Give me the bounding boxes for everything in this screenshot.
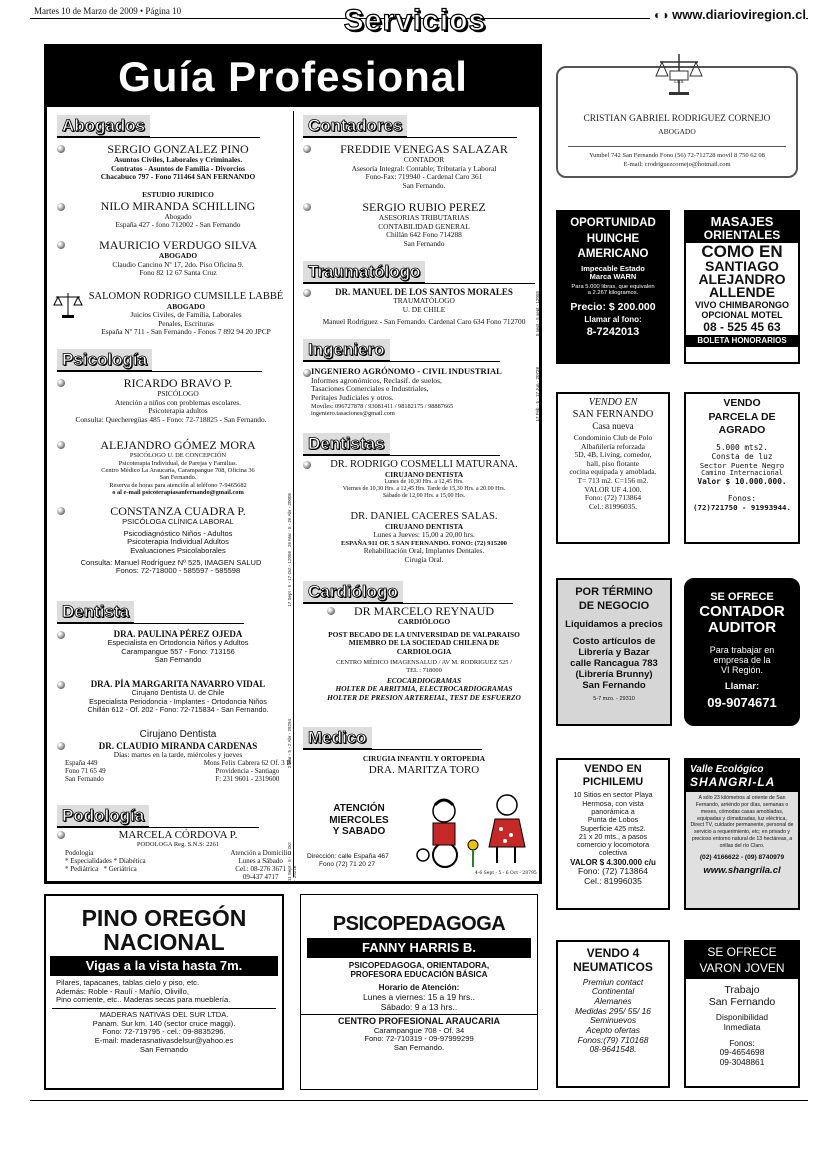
ad-code: 17 Sept - 5 - 17 Oct - 12056: [287, 551, 292, 607]
listing-ingeniero-agronomo: INGENIERO AGRÓNOMO - CIVIL INDUSTRIAL Informes agronómicos, Reclasif. de suelos, Tasaciones Comerciales e Industriales, Peritajes Judiciales y otros. Movíles: 096727878 / 93081411 / 98182175 / 98887665 ingeniero.tasaciones@gmail.com: [311, 367, 537, 417]
category-contadores: Contadores: [303, 115, 407, 138]
listing-mauricio-verdugo: MAURICIO VERDUGO SILVA ABOGADO Claudio Cancino Nº 17, 2do. Piso Oficina 9. Fono 82 12 67 Santa Cruz: [65, 239, 291, 278]
ad-parcela: VENDO PARCELA DE AGRADO 5.000 mts2. Consta de luz Sector Puente Negro Camino Internacional Valor $ 10.000.000. Fonos: (72)721750 - 91993944.: [684, 392, 800, 544]
listing-alejandro-gomez: ALEJANDRO GÓMEZ MORA PSICÓLOGO U. DE CONCEPCIÓN Psicoterapia Individual, de Parejas y Familias. Centro Médico La Araucaria, Carampangue 708, Oficina 36 San Fernando. Reserva de horas para atención al teléfono 7-9465682 o al e-mail psicoterapiasanfernando@gmail.com: [65, 439, 291, 496]
bullet-icon: [57, 631, 65, 639]
logo-icon: ◐◑: [653, 8, 669, 22]
bullet-icon: [57, 681, 65, 689]
website-link[interactable]: [650, 8, 806, 23]
listing-marcelo-reynaud: DR MARCELO REYNAUD CARDIÓLOGO POST BECADO DE LA UNIVERSIDAD DE VALPARAISO MIEMBRO DE LA SOCIEDAD CHILENA DE CARDIOLOGIA CENTRO MÉDICO IMAGENSALUD / AV M. RODRIGUEZ 525 / TEL : 718000 ECOCARDIOGRAMAS HOLTER DE ARRITMIA, ELECTROCARDIOGRAMAS HOLTER DE PRESION ARTEREIAL, TEST DE ESFUERZO: [327, 604, 521, 702]
bullet-icon: [303, 203, 311, 211]
lawyer-address: Yumbel 742 San Fernando Fono (56) 72-712728 movil 8 750 62 08: [589, 152, 765, 159]
ad-varon-joven: SE OFRECE VARON JOVEN Trabajo San Fernando Disponibilidad Inmediata Fonos: 09-4654698 09-3048861: [684, 940, 800, 1088]
maritza-address: Dirección: calle España 467 Fono (72) 71 20 27: [307, 853, 389, 868]
listing-ricardo-bravo: RICARDO BRAVO P. PSICÓLOGO Atención a niños con problemas escolares. Psicoterapia adultos Consulta: Quecheregüas 485 - Fono: 72-718825 - San Fernando.: [65, 377, 291, 424]
ad-vendo-san-fernando: VENDO EN SAN FERNANDO Casa nueva Condominio Club de Polo Albañilería reforzada 5D, 4B, Living, comedor, hall, piso flotante cocina equipada y amoblada. T= 713 m2. C=156 m2. VALOR UF 4.100. Fono: (72) 713864 Cel.: 81996035.: [556, 392, 670, 544]
ad-contador: SE OFRECE CONTADOR AUDITOR Para trabajar en empresa de la VI Región. Llamar: 09-9074671: [684, 578, 800, 726]
listing-daniel-caceres: DR. DANIEL CACERES SALAS. CIRUJANO DENTISTA Lunes a Jueves: 15,00 a 20,00 hrs. ESPAÑA 911 OF. 5 SAN FERNANDO. FONO: (72) 915200 Rehabilitación Oral, Implantes Dentales. Cirugía Oral.: [341, 511, 507, 564]
bullet-icon: [57, 742, 65, 750]
listing-pia-navarro: DRA. PÍA MARGARITA NAVARRO VIDAL Cirujano Dentista U. de Chile Especialista Periodoncia - Implantes - Ortodoncia Niños Chillán 612 - Of. 202 - Fono: 72-715834 - San Fernando.: [65, 679, 291, 714]
listing-sergio-rubio: SERGIO RUBIO PEREZ ASESORIAS TRIBUTARIAS CONTABILIDAD GENERAL Chillán 642 Fono 714288 San Fernando: [311, 201, 537, 248]
listing-freddie-venegas: FREDDIE VENEGAS SALAZAR CONTADOR Asesoría Integral: Contable; Tributaria y Laboral Fono-Fax: 719940 - Cardenal Caro 361 San Fernando.: [311, 143, 537, 190]
ad-huinche: OPORTUNIDAD HUINCHE AMERICANO Impecable Estado Marca WARN Para 5.000 libras, que equivalen a 2.267 kilogramos. Precio: $ 200.000 Llamar al fono: 8-7242013: [556, 210, 670, 364]
justice-scales-icon: [53, 291, 83, 319]
category-dentista: Dentista: [57, 601, 134, 624]
bullet-icon: [57, 507, 65, 515]
ad-psicopedagoga: PSICOPEDAGOGA FANNY HARRIS B. PSICOPEDAGOGA, ORIENTADORA, PROFESORA EDUCACIÓN BÁSICA Horario de Atención: Lunes a viernes: 15 a 19 hrs.. Sábado: 9 a 13 hrs.. CENTRO PROFESIONAL ARAUCARIA Carampangue 708 - Of. 34 Fono: 72-710319 - 09-97999299 San Fernando.: [300, 894, 538, 1090]
lawyer-title: ABOGADO: [658, 127, 696, 136]
bullet-icon: [303, 289, 311, 297]
lex-seal: LEX: [674, 80, 684, 85]
bullet-icon: [57, 203, 65, 211]
ad-code: 17 Feb - 5 - 17 Jun - 20728: [535, 367, 540, 422]
category-traumatologo: Traumatólogo: [303, 261, 425, 284]
listing-salomon-cumsille: SALOMON RODRIGO CUMSILLE LABBÉ ABOGADO Juicios Civiles, de Familia, Laborales Penales, Escrituras España Nº 711 - San Fernando - Fonos 7 892 94 20 JPCP: [81, 291, 291, 337]
bullet-icon: [57, 145, 65, 153]
lawyer-ad: [556, 66, 798, 178]
listing-maritza-toro: CIRUGIA INFANTIL Y ORTOPEDIA DRA. MARITZA TORO: [362, 754, 486, 776]
bullet-icon: [303, 369, 311, 377]
category-podologia: Podología: [57, 805, 149, 828]
bullet-icon: [303, 461, 311, 469]
ad-pichilemu: VENDO EN PICHILEMU 10 Sitios en sector Playa Hermosa, con vista panorámica a Punta de Lobos Superficie 425 mts2. 21 x 20 mts., a pasos comercio y locomotora colectiva VALOR $ 4.300.000 c/u Fono: (72) 713864 Cel.: 81996035: [556, 758, 670, 910]
ad-code: 26 Mar - 5 - 26 Abr - 20005: [287, 493, 292, 548]
ad-negocio: POR TÉRMINO DE NEGOCIO Liquidamos a precios Costo artículos de Librería y Bazar calle Rancagua 783 (Librería Brunny) San Fernando 5-7 mzo. - 29310: [556, 578, 672, 726]
ad-pino-oregon: PINO OREGÓN NACIONAL Vigas a la vista hasta 7m. Pilares, tapacanes, tablas cielo y piso, etc. Además: Roble - Raulí - Mañío, Olivillo, Pino corriente, etc.. Maderas secas para mueblería. MADERAS NATIVAS DEL SUR LTDA. Panam. Sur km. 140 (sector cruce maggi). Fono: 72-719795 - cel.: 09-8835296. E-mail: maderasnativasdelsur@yahoo.es San Fernando: [44, 894, 284, 1090]
header-date: Martes 10 de Marzo de 2009 • Página 10: [34, 6, 185, 16]
ad-code: 4-6 Sept - 5 - 6 Oct - 28795: [475, 871, 537, 876]
guide-right-column: [297, 111, 541, 881]
category-abogados: Abogados: [57, 115, 150, 138]
ad-neumaticos: VENDO 4 NEUMATICOS Premiun contact Continental Alemanes Medidas 295/ 55/ 16 Seminuevos Acepto ofertas Fonos:(79) 710168 08-9641548.: [556, 940, 670, 1088]
justice-scales-icon: [654, 52, 704, 96]
listing-rodrigo-cosmelli: DR. RODRIGO COSMELLI MATURANA. CIRUJANO DENTISTA Lunes de 10,30 Hrs. a 12,45 Hrs. Viernes de 10,30 Hrs. a 12,45 Hrs. Tarde de 15,30 Hrs. a 20.00 Hrs. Sábado de 12,00 Hrs. a 15,00 Hrs.: [311, 459, 537, 500]
listing-claudio-miranda: Cirujano Dentista DR. CLAUDIO MIRANDA CARDENAS Días: martes en la tarde, miércoles y jueves España 449 Fono 71 65 49 San Fernando Mons Felix Cabrera 62 Of. 3 B Providencia - Santiago F: 231 9601 - 2319600: [65, 729, 291, 784]
bullet-icon: [57, 241, 65, 249]
bullet-icon: [327, 607, 335, 615]
category-medico: Medico: [303, 727, 372, 750]
website-text: www.diarioviregion.cl: [672, 7, 806, 22]
listing-sergio-gonzalez: SERGIO GONZALEZ PINO Asuntos Civiles, Laborales y Criminales. Contratos - Asuntos de Familia - Divorcios Chacabuco 797 - Fono 711464 SAN FERNANDO: [65, 143, 291, 182]
bullet-icon: [57, 831, 65, 839]
category-cardiologo: Cardiólogo: [303, 581, 403, 604]
bullet-icon: [303, 145, 311, 153]
listing-constanza-cuadra: CONSTANZA CUADRA P. PSICÓLOGA CLÍNICA LABORAL Psicodiagnóstico Niños - Adultos Psicoterapia Individual Adultos Evaluaciones Psicolaborales Consulta: Manuel Rodríguez Nº 525, IMAGEN SALUD Fonos: 72-718000 - 585597 - 585598: [65, 505, 291, 576]
listing-marcela-cordova: MARCELA CÓRDOVA P. PODOLOGA Reg. S.N.S: 2261 Podología * Especialidades * Diabética * Pediátrica * Geriátrica Atención a Domicilio Lunes a Sábado Cel.: 08-276 3671 09-437 4717: [65, 829, 291, 881]
listing-paulina-perez: DRA. PAULINA PÉREZ OJEDA Especialista en Ortodoncia Niños y Adultos Carampangue 557 - Fono: 713156 San Fernando: [65, 629, 291, 665]
bullet-icon: [57, 441, 65, 449]
maritza-hours: ATENCIÓN MIERCOLES Y SABADO: [329, 803, 389, 837]
lawyer-email: E-mail: crodriguezcornejo@hotmail.com: [623, 161, 731, 168]
ad-code: 2 Mar - 5 - 2 Abr - 29294: [287, 719, 292, 769]
ad-code: 11 Sept - 5 - 11 Oct - 29216: [287, 842, 298, 881]
children-illustration-icon: [415, 783, 533, 869]
listing-nilo-miranda: ESTUDIO JURIDICO NILO MIRANDA SCHILLING Abogado España 427 - fono 712002 - San Fernando: [65, 191, 291, 230]
footer-rule: [30, 1100, 808, 1101]
guide-title: Guía Profesional: [47, 47, 539, 107]
professional-guide: [44, 44, 542, 884]
ad-masajes: MASAJES ORIENTALES COMO EN SANTIAGO ALEJANDRO ALLENDE VIVO CHIMBARONGO OPCIONAL MOTEL 08 - 525 45 63 BOLETA HONORARIOS: [684, 210, 800, 364]
category-psicologia: Psicología: [57, 349, 152, 372]
ad-shangri-la: Valle Ecológico SHANGRI-LA A sólo 23 kilómetros al oriente de San Fernando, arriéndo por días, semanas o meses, cómodas casas amobladas, equipadas y climatizadas, luz eléctrica, Direct TV, cuidador permanente, personal de servicio a requerimiento, etc; en privado y precioso entorno natural de 13 hectáreas, a orillas del río Claro. (02) 4166622 - (09) 8740979 www.shangrila.cl: [684, 758, 800, 910]
category-ingeniero: Ingeniero: [303, 339, 390, 362]
listing-manuel-santos: DR. MANUEL DE LOS SANTOS MORALES TRAUMATÓLOGO U. DE CHILE Manuel Rodríguez - San Fernando. Cardenal Caro 634 Fono 712700: [311, 287, 537, 327]
ad-code: 5 sept - 5 sept - 12055: [535, 291, 540, 337]
guide-left-column: [51, 111, 298, 881]
bullet-icon: [57, 379, 65, 387]
section-title: Servicios: [343, 4, 487, 37]
lawyer-name: CRISTIAN GABRIEL RODRIGUEZ CORNEJO: [583, 114, 771, 124]
category-dentistas: Dentistas: [303, 433, 390, 456]
lawyer-rule: [568, 146, 786, 147]
